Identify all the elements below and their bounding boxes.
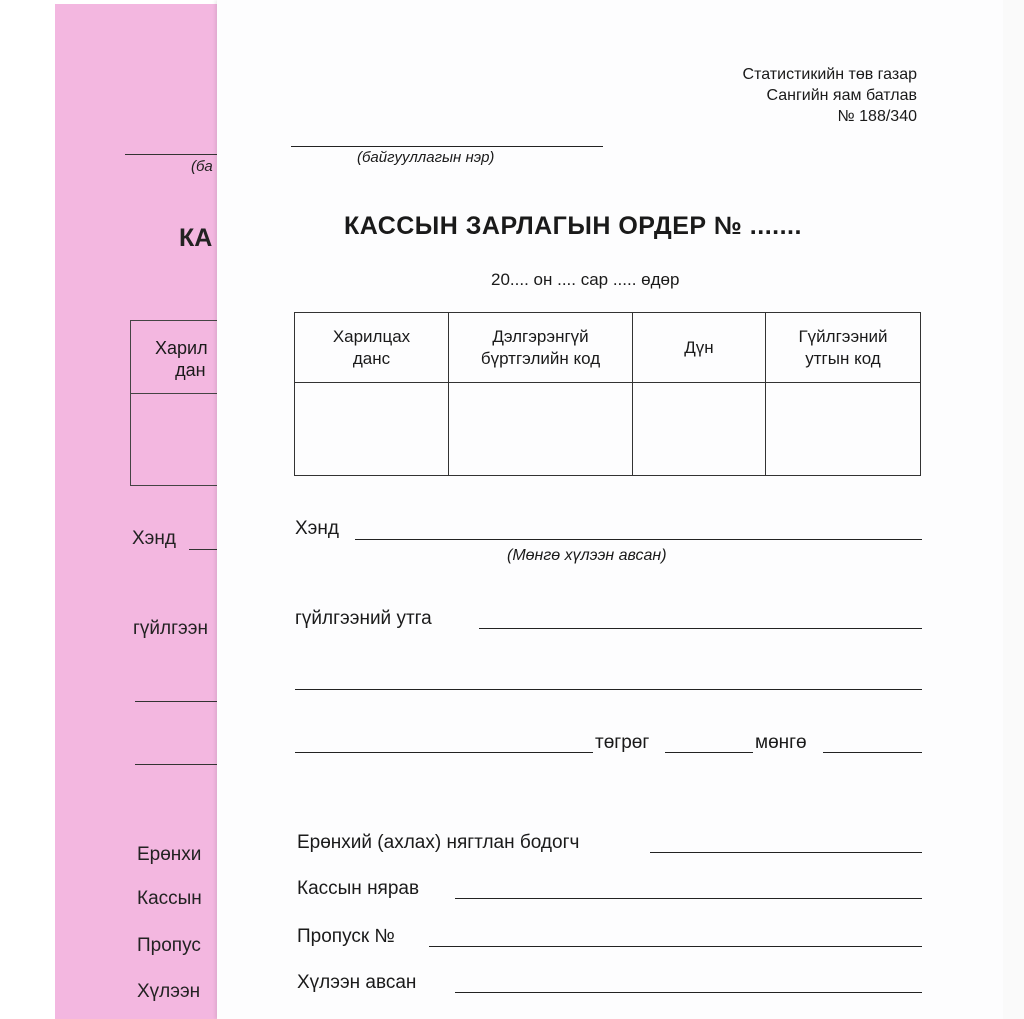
mongo-label: мөнгө — [755, 732, 807, 753]
cell-account[interactable] — [295, 383, 449, 476]
table-header-row — [295, 313, 921, 383]
purpose-label: гүйлгээний утга — [295, 608, 432, 629]
pink-org-caption: (ба — [191, 158, 213, 175]
chief-accountant-label: Ерөнхий (ахлах) нягтлан бодогч — [297, 832, 580, 853]
table-row — [295, 383, 921, 476]
pink-title-fragment: КА — [179, 224, 213, 252]
pass-number-field[interactable] — [429, 946, 922, 947]
to-whom-field[interactable] — [355, 539, 922, 540]
approval-block — [743, 64, 917, 127]
pink-received-label: Хүлээн — [137, 981, 201, 1002]
cell-amount[interactable] — [633, 383, 766, 476]
pink-table — [130, 320, 230, 486]
form-title: КАССЫН ЗАРЛАГЫН ОРДЕР № ....... — [344, 212, 802, 240]
pink-blank-line-2 — [135, 764, 225, 765]
pink-chief-label: Ерөнхи — [137, 844, 202, 865]
mongo-field[interactable] — [823, 752, 922, 753]
approval-agency: Статистикийн төв газар — [742, 66, 917, 83]
to-whom-label: Хэнд — [295, 518, 339, 539]
purpose-field-line-2[interactable] — [295, 689, 922, 690]
cash-expense-order-form — [217, 0, 1003, 1019]
date-line: 20.... он .... сар ..... өдөр — [491, 270, 680, 289]
received-label: Хүлээн авсан — [297, 972, 417, 993]
pink-blank-line-1 — [135, 701, 225, 702]
pass-number-label: Пропуск № — [297, 926, 395, 947]
purpose-field[interactable] — [479, 628, 922, 629]
pink-pass-label: Пропус — [137, 935, 201, 956]
approval-ministry: Сангийн яам батлав — [766, 87, 917, 104]
pink-copy-sheet — [55, 4, 230, 1019]
header-transaction-code: Гүйлгээний утгын код — [766, 313, 921, 383]
cashier-signature[interactable] — [455, 898, 922, 899]
pink-cashier-label: Кассын — [137, 888, 202, 909]
cell-detail-code[interactable] — [449, 383, 633, 476]
pink-org-line — [125, 154, 225, 155]
pink-table-header: Харил дан — [155, 338, 208, 380]
tugrug-label: төгрөг — [595, 732, 650, 753]
tugrug-field[interactable] — [665, 752, 753, 753]
to-whom-caption: (Мөнгө хүлээн авсан) — [507, 547, 667, 564]
pink-purpose-label: гүйлгээн — [133, 618, 208, 639]
account-table — [294, 312, 921, 476]
header-detail-code: Дэлгэрэнгүй бүртгэлийн код — [449, 313, 633, 383]
cell-transaction-code[interactable] — [766, 383, 921, 476]
approval-number: № 188/340 — [837, 108, 917, 125]
pink-to-whom-line — [189, 549, 219, 550]
cashier-label: Кассын нярав — [297, 878, 420, 899]
chief-accountant-signature[interactable] — [650, 852, 922, 853]
organization-name-line[interactable] — [291, 146, 603, 147]
organization-name-caption: (байгууллагын нэр) — [357, 149, 495, 166]
header-account: Харилцах данс — [295, 313, 449, 383]
header-amount: Дүн — [633, 313, 766, 383]
received-signature[interactable] — [455, 992, 922, 993]
pink-to-whom-label: Хэнд — [132, 528, 176, 549]
scan-margin — [1003, 0, 1024, 1019]
amount-words-field[interactable] — [295, 752, 593, 753]
